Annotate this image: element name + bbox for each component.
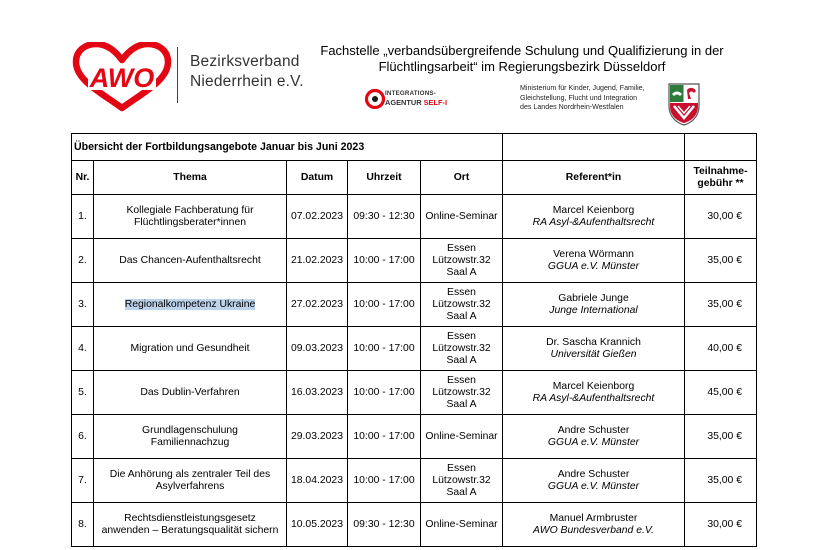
ort-line: Saal A (446, 398, 477, 410)
thema-line: Rechtsdienstleistungsgesetz (124, 512, 256, 524)
header-gebuehr-line-1: Teilnahme- (693, 165, 748, 177)
ort-line: Saal A (446, 354, 477, 366)
nrw-crest-icon (667, 82, 701, 126)
course-table (71, 133, 757, 547)
header-gebuehr (685, 161, 757, 195)
ort-line: Online-Seminar (425, 430, 498, 442)
ort-line: Lützowstr.32 (432, 254, 491, 266)
cell-thema (94, 503, 287, 547)
referent-name: Manuel Armbruster (549, 512, 638, 524)
ministry-line-1: Ministerium für Kinder, Jugend, Familie, (520, 84, 645, 92)
referent-name: Marcel Keienborg (552, 380, 635, 392)
cell-datum: 09.03.2023 (287, 327, 348, 371)
ort-line: Essen (447, 286, 476, 298)
self-logo-line-2 (385, 98, 447, 107)
referent-name: Marcel Keienborg (552, 204, 635, 216)
referent-name: Andre Schuster (557, 468, 630, 480)
referent-name: Andre Schuster (557, 424, 630, 436)
referent-org: Junge International (549, 304, 638, 316)
table-row (72, 415, 757, 459)
ort-line: Lützowstr.32 (432, 342, 491, 354)
cell-ort (421, 239, 503, 283)
cell-fee: 35,00 € (685, 239, 757, 283)
cell-uhrzeit: 10:00 - 17:00 (348, 327, 421, 371)
cell-thema (94, 195, 287, 239)
table-row (72, 283, 757, 327)
table-row (72, 459, 757, 503)
cell-fee: 40,00 € (685, 327, 757, 371)
cell-referent (503, 239, 685, 283)
cell-thema (94, 459, 287, 503)
cell-referent (503, 327, 685, 371)
cell-fee: 35,00 € (685, 459, 757, 503)
header-datum: Datum (287, 161, 348, 195)
cell-ort (421, 459, 503, 503)
table-row (72, 327, 757, 371)
thema-line: Migration und Gesundheit (130, 342, 250, 354)
cell-fee: 35,00 € (685, 283, 757, 327)
cell-datum: 16.03.2023 (287, 371, 348, 415)
ort-line: Lützowstr.32 (432, 386, 491, 398)
table-title: Übersicht der Fortbildungsangebote Januar bis Juni 2023 (72, 134, 503, 161)
thema-line: Kollegiale Fachberatung für (126, 204, 254, 216)
header-thema: Thema (94, 161, 287, 195)
referent-org: GGUA e.V. Münster (547, 260, 640, 272)
ministry-text (520, 84, 645, 113)
org-line-2: Niederrhein e.V. (190, 73, 304, 90)
header-divider (177, 47, 178, 103)
fachstelle-heading (292, 43, 752, 75)
cell-referent (503, 371, 685, 415)
cell-nr: 7. (72, 459, 94, 503)
cell-fee: 30,00 € (685, 195, 757, 239)
cell-referent (503, 283, 685, 327)
cell-fee: 35,00 € (685, 415, 757, 459)
cell-thema (94, 327, 287, 371)
referent-org: RA Asyl-&Aufenthaltsrecht (532, 392, 655, 404)
header-gebuehr-line-2: gebühr ** (697, 177, 744, 189)
thema-line: Familiennachzug (150, 436, 230, 448)
cell-datum: 21.02.2023 (287, 239, 348, 283)
table-row (72, 503, 757, 547)
cell-referent (503, 415, 685, 459)
ort-line: Online-Seminar (425, 518, 498, 530)
ort-line: Essen (447, 242, 476, 254)
cell-referent (503, 503, 685, 547)
cell-referent (503, 195, 685, 239)
cell-nr: 3. (72, 283, 94, 327)
thema-line: Regionalkompetenz Ukraine (124, 298, 256, 310)
cell-nr: 8. (72, 503, 94, 547)
cell-ort (421, 503, 503, 547)
ort-line: Saal A (446, 266, 477, 278)
fachstelle-line-2: Flüchtlingsarbeit“ im Regierungsbezirk Düsseldorf (378, 59, 666, 74)
cell-nr: 6. (72, 415, 94, 459)
cell-nr: 4. (72, 327, 94, 371)
ort-line: Saal A (446, 310, 477, 322)
referent-org: AWO Bundesverband e.V. (533, 524, 654, 536)
cell-datum: 07.02.2023 (287, 195, 348, 239)
ministry-line-2: Gleichstellung, Flucht und Integration (520, 93, 638, 102)
referent-name: Verena Wörmann (553, 248, 634, 260)
self-logo-agentur: AGENTUR (385, 98, 424, 107)
header-referent: Referent*in (503, 161, 685, 195)
thema-line: Das Chancen-Aufenthaltsrecht (119, 254, 261, 266)
cell-ort (421, 283, 503, 327)
cell-referent (503, 459, 685, 503)
header-nr: Nr. (72, 161, 94, 195)
cell-thema (94, 239, 287, 283)
cell-thema (94, 371, 287, 415)
ort-line: Essen (447, 330, 476, 342)
referent-org: GGUA e.V. Münster (547, 436, 640, 448)
cell-fee: 30,00 € (685, 503, 757, 547)
ort-line: Saal A (446, 486, 477, 498)
cell-thema (94, 283, 287, 327)
thema-line: Flüchtlingsberater*innen (133, 216, 247, 228)
self-logo-self-i: SELF-I (423, 98, 448, 107)
cell-uhrzeit: 09:30 - 12:30 (348, 503, 421, 547)
thema-line: Grundlagenschulung (142, 424, 238, 436)
cell-nr: 2. (72, 239, 94, 283)
empty-title-cell (685, 134, 757, 161)
cell-ort (421, 195, 503, 239)
referent-name: Gabriele Junge (558, 292, 629, 304)
referent-org: GGUA e.V. Münster (547, 480, 640, 492)
table-header-row (72, 161, 757, 195)
cell-uhrzeit: 10:00 - 17:00 (348, 459, 421, 503)
self-logo-line-1: INTEGRATIONS- (385, 90, 436, 97)
referent-name: Dr. Sascha Krannich (546, 336, 641, 348)
referent-org: Universität Gießen (550, 348, 637, 360)
table-row (72, 239, 757, 283)
thema-line: Das Dublin-Verfahren (140, 386, 240, 398)
referent-org: RA Asyl-&Aufenthaltsrecht (532, 216, 655, 228)
ort-line: Lützowstr.32 (432, 298, 491, 310)
ort-line: Essen (447, 374, 476, 386)
cell-ort (421, 327, 503, 371)
table-title-row (72, 134, 757, 161)
cell-uhrzeit: 10:00 - 17:00 (348, 239, 421, 283)
cell-datum: 10.05.2023 (287, 503, 348, 547)
cell-ort (421, 371, 503, 415)
cell-uhrzeit: 10:00 - 17:00 (348, 283, 421, 327)
ministry-line-3: des Landes Nordrhein-Westfalen (520, 103, 624, 112)
table-row (72, 371, 757, 415)
cell-nr: 1. (72, 195, 94, 239)
ort-line: Online-Seminar (425, 210, 498, 222)
cell-datum: 18.04.2023 (287, 459, 348, 503)
cell-uhrzeit: 10:00 - 17:00 (348, 415, 421, 459)
fachstelle-line-1: Fachstelle „verbandsübergreifende Schulung und Qualifizierung in der (320, 43, 724, 58)
cell-ort (421, 415, 503, 459)
org-name (190, 52, 304, 92)
logo-wordmark: AWO (89, 63, 155, 93)
header-uhrzeit: Uhrzeit (348, 161, 421, 195)
header-ort: Ort (421, 161, 503, 195)
awo-logo (72, 42, 172, 112)
cell-datum: 29.03.2023 (287, 415, 348, 459)
ort-line: Essen (447, 462, 476, 474)
thema-line: Asylverfahrens (155, 480, 225, 492)
org-line-1: Bezirksverband (190, 53, 300, 70)
cell-uhrzeit: 10:00 - 17:00 (348, 371, 421, 415)
thema-line: Die Anhörung als zentraler Teil des (109, 468, 271, 480)
cell-nr: 5. (72, 371, 94, 415)
ort-line: Lützowstr.32 (432, 474, 491, 486)
table-row (72, 195, 757, 239)
empty-title-cell (503, 134, 685, 161)
thema-line: anwenden – Beratungsqualität sichern (101, 524, 279, 536)
cell-thema (94, 415, 287, 459)
cell-fee: 45,00 € (685, 371, 757, 415)
cell-datum: 27.02.2023 (287, 283, 348, 327)
cell-uhrzeit: 09:30 - 12:30 (348, 195, 421, 239)
